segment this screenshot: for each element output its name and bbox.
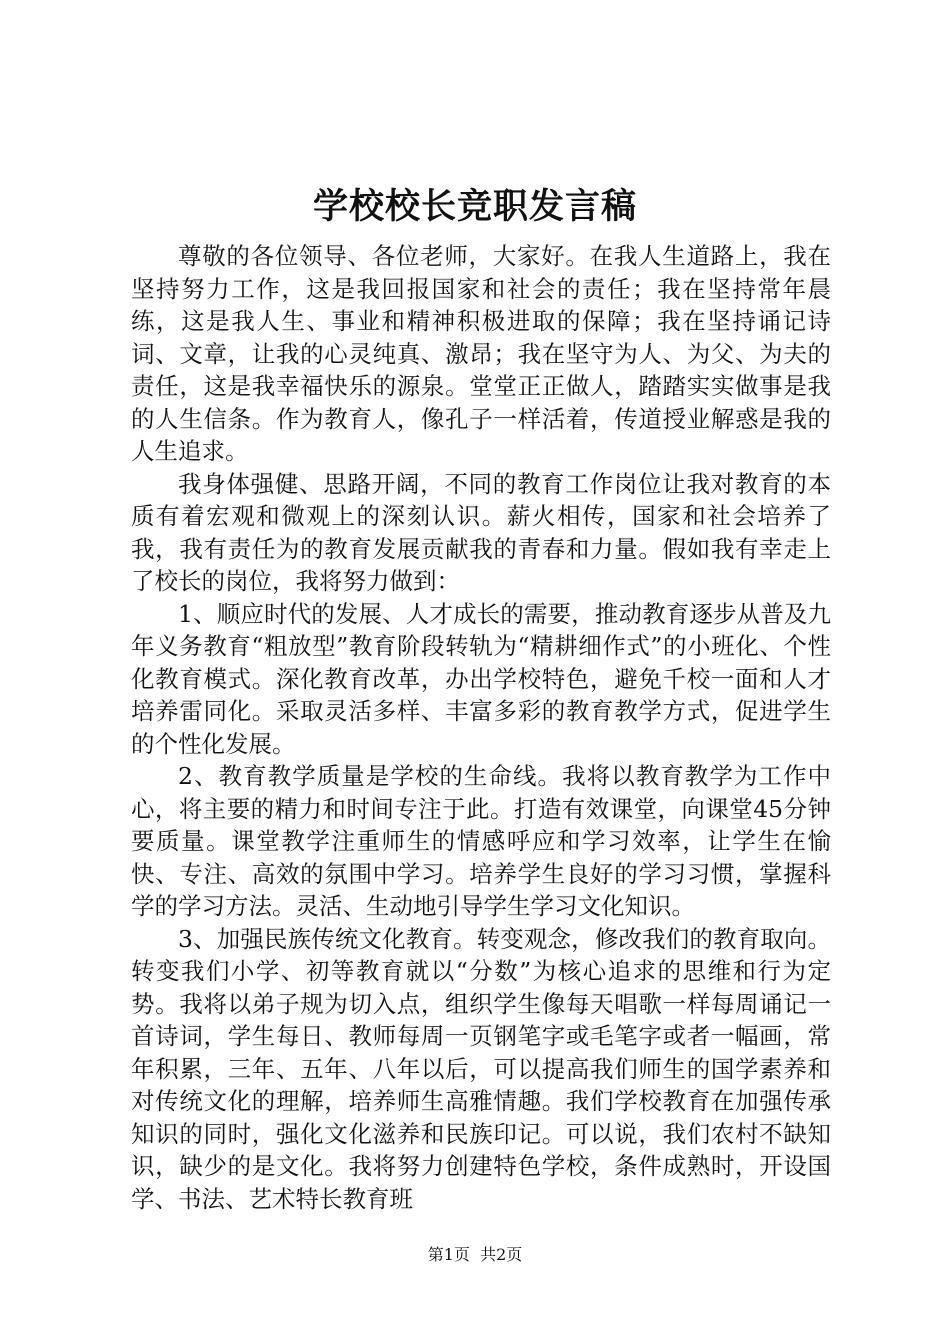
document-body xyxy=(131,240,831,1215)
page-number: 第1页 xyxy=(427,1245,470,1264)
document-title: 学校校长竞职发言稿 xyxy=(312,186,637,227)
paragraph-point-2: 2、教育教学质量是学校的生命线。我将以教育教学为工作中心，将主要的精力和时间专注于此。打造有效课堂，向课堂45分钟要质量。课堂教学注重师生的情感呼应和学习效率，让学生在愉快、专注、高效的氛围中学习。培养学生良好的学习习惯，掌握科学的学习方法。灵活、生动地引导学生学习文化知识。 xyxy=(131,762,831,920)
paragraph-point-3: 3、加强民族传统文化教育。转变观念，修改我们的教育取向。转变我们小学、初等教育就以“分数”为核心追求的思维和行为定势。我将以弟子规为切入点，组织学生像每天唱歌一样每周诵记一首诗词，学生每日、教师每周一页钢笔字或毛笔字或者一幅画，常年积累，三年、五年、八年以后，可以提高我们师生的国学素养和对传统文化的理解，培养师生高雅情趣。我们学校教育在加强传承知识的同时，强化文化滋养和民族印记。可以说，我们农村不缺知识，缺少的是文化。我将努力创建特色学校，条件成熟时，开设国学、书法、艺术特长教育班 xyxy=(131,924,831,1213)
paragraph-introduction: 我身体强健、思路开阔，不同的教育工作岗位让我对教育的本质有着宏观和微观上的深刻认识。薪火相传，国家和社会培养了我，我有责任为的教育发展贡献我的青春和力量。假如我有幸走上了校长的岗位，我将努力做到： xyxy=(131,469,831,595)
paragraph-point-1: 1、顺应时代的发展、人才成长的需要，推动教育逐步从普及九年义务教育“粗放型”教育阶段转轨为“精耕细作式”的小班化、个性化教育模式。深化教育改革，办出学校特色，避免千校一面和人才培养雷同化。采取灵活多样、丰富多彩的教育教学方式，促进学生的个性化发展。 xyxy=(131,599,831,758)
page-total: 共2页 xyxy=(480,1245,523,1264)
paragraph-greeting: 尊敬的各位领导、各位老师，大家好。在我人生道路上，我在坚持努力工作，这是我回报国家和社会的责任；我在坚持常年晨练，这是我人生、事业和精神积极进取的保障；我在坚持诵记诗词、文章，让我的心灵纯真、激昂；我在坚守为人、为父、为夫的责任，这是我幸福快乐的源泉。堂堂正正做人，踏踏实实做事是我的人生信条。作为教育人，像孔子一样活着，传道授业解惑是我的人生追求。 xyxy=(131,242,831,465)
page-footer xyxy=(0,1244,950,1266)
